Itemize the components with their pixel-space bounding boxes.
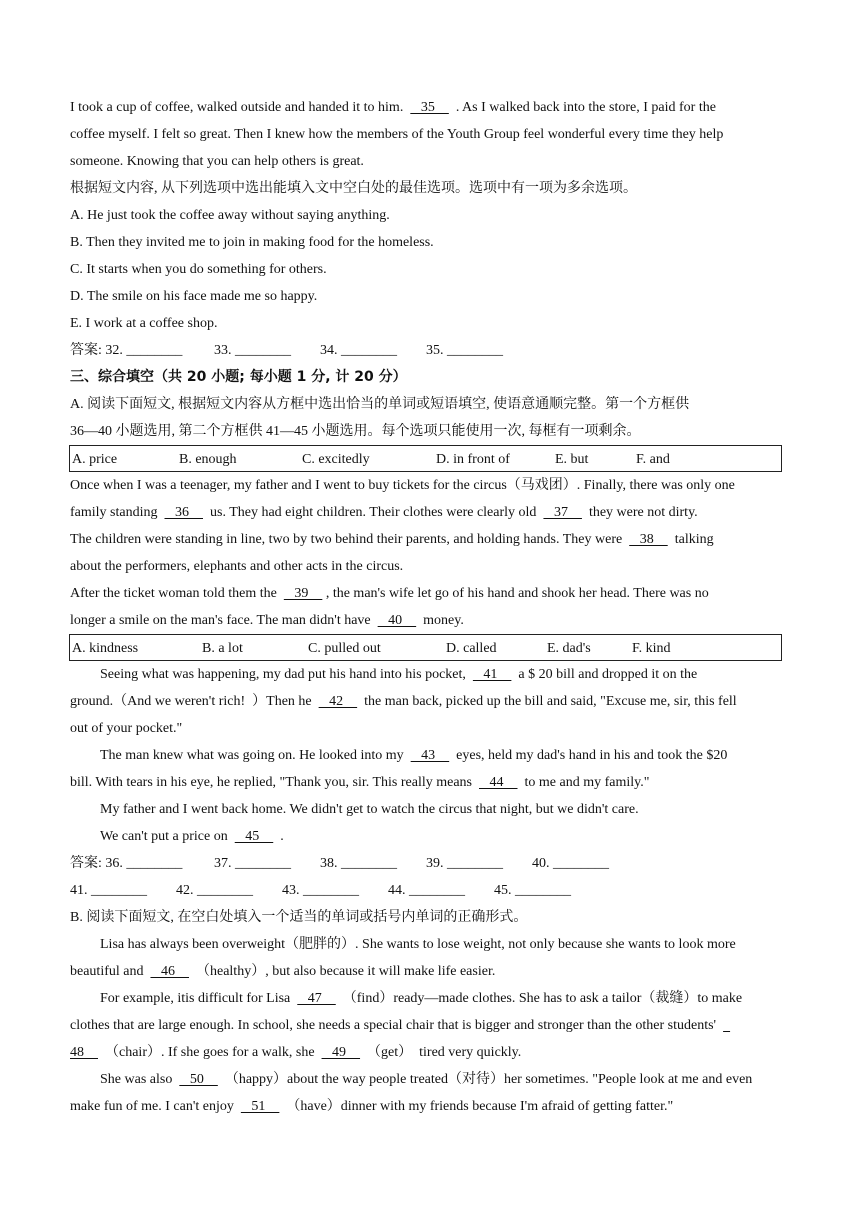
line-text: My father and I went back home. We didn't get to watch the circus that night, but we didn't care.	[100, 802, 639, 817]
blank-42: 42	[318, 694, 358, 709]
line-text: out of your pocket."	[70, 721, 183, 736]
line-text: Seeing what was happening, my dad put his hand into his pocket,	[100, 667, 473, 682]
option-d: D. The smile on his face made me so happy.	[70, 289, 318, 304]
box1-option-f: F. and	[636, 452, 670, 467]
part-b-instruction: B. 阅读下面短文, 在空白处填入一个适当的单词或括号内单词的正确形式。	[70, 910, 528, 925]
box1-option-d: D. in front of	[436, 452, 510, 467]
line-text: clothes that are large enough. In school, she needs a special chair that is bigger and stronger than the other students'	[70, 1018, 724, 1033]
story-line	[70, 499, 792, 526]
blank-48-start	[723, 1018, 730, 1033]
story-line	[70, 769, 792, 796]
answer-35[interactable]: 35. ________	[426, 343, 503, 358]
story-line	[70, 580, 792, 607]
exam-page	[70, 94, 792, 1120]
option-e: E. I work at a coffee shop.	[70, 316, 218, 331]
story-paragraph-2	[70, 661, 792, 850]
part-a-instruction-line-1: A. 阅读下面短文, 根据短文内容从方框中选出恰当的单词或短语填空, 使语意通顺完整。第一个方框供	[70, 397, 690, 412]
text-line: coffee myself. I felt so great. Then I knew how the members of the Youth Group feel wonderful every time they help	[70, 127, 724, 142]
story-paragraph-3	[70, 931, 792, 1120]
answer-39[interactable]: 39. ________	[426, 856, 503, 871]
line-text: longer a smile on the man's face. The man didn't have	[70, 613, 378, 628]
story-line	[70, 1066, 792, 1093]
story-paragraph-1	[70, 472, 792, 634]
line-text: family standing	[70, 505, 165, 520]
blank-36: 36	[164, 505, 203, 520]
line-text: talking	[667, 532, 714, 547]
line-text: a $ 20 bill and dropped it on the	[511, 667, 698, 682]
section-title: 三、综合填空（共 20 小题; 每小题 1 分, 计 20 分）	[70, 369, 407, 385]
line-text: For example, itis difficult for Lisa	[100, 991, 298, 1006]
line-text: I took a cup of coffee, walked outside and handed it to him.	[70, 100, 411, 115]
blank-50: 50	[179, 1072, 218, 1087]
box1-option-b: B. enough	[179, 452, 237, 467]
answer-44[interactable]: 44. ________	[388, 883, 465, 898]
story-line	[70, 931, 792, 958]
line-text: （healthy）, but also because it will make life easier.	[188, 964, 496, 979]
text-line	[70, 94, 792, 121]
part-a-instruction-line-2: 36—40 小题选用, 第二个方框供 41—45 小题选用。每个选项只能使用一次, 每框有一项剩余。	[70, 424, 641, 439]
blank-40: 40	[377, 613, 417, 628]
story-line	[70, 472, 792, 499]
word-box-2	[69, 634, 782, 661]
story-line	[70, 661, 792, 688]
answer-32[interactable]: 答案: 32. ________	[70, 343, 183, 358]
answer-40[interactable]: 40. ________	[532, 856, 609, 871]
story-line	[70, 796, 792, 823]
line-text: us. They had eight children. Their clothes were clearly old	[203, 505, 544, 520]
blank-43: 43	[410, 748, 450, 763]
story-line	[70, 823, 792, 850]
word-box-1	[69, 445, 782, 472]
line-text: Lisa has always been overweight（肥胖的）. She wants to lose weight, not only because she wants to look more	[100, 937, 736, 952]
answer-37[interactable]: 37. ________	[214, 856, 291, 871]
blank-47: 47	[297, 991, 336, 1006]
line-text: bill. With tears in his eye, he replied, "Thank you, sir. This really means	[70, 775, 479, 790]
line-text: （have）dinner with my friends because I'm afraid of getting fatter."	[279, 1099, 674, 1114]
answer-row-32-35	[70, 337, 792, 364]
box2-option-a: A. kindness	[72, 641, 139, 656]
blank-49: 49	[321, 1045, 361, 1060]
story-line	[70, 1093, 792, 1120]
passage-a-continuation	[70, 94, 792, 175]
line-text: （happy）about the way people treated（对待）her sometimes. "People look at me and even	[217, 1072, 753, 1087]
answer-38[interactable]: 38. ________	[320, 856, 397, 871]
answer-43[interactable]: 43. ________	[282, 883, 359, 898]
blank-37: 37	[543, 505, 582, 520]
line-text: eyes, held my dad's hand in his and took the $20	[449, 748, 728, 763]
blank-35: 35	[410, 100, 449, 115]
answer-45[interactable]: 45. ________	[494, 883, 571, 898]
story-line	[70, 958, 792, 985]
box1-option-c: C. excitedly	[302, 452, 370, 467]
line-text: （chair）. If she goes for a walk, she	[98, 1045, 322, 1060]
line-text: to me and my family."	[517, 775, 650, 790]
line-text: . As I walked back into the store, I paid for the	[448, 100, 716, 115]
blank-51: 51	[240, 1099, 280, 1114]
answer-row-41-45	[70, 877, 792, 904]
line-text: the man back, picked up the bill and said, "Excuse me, sir, this fell	[357, 694, 737, 709]
answer-row-36-40	[70, 850, 792, 877]
option-a: A. He just took the coffee away without saying anything.	[70, 208, 390, 223]
line-text: The man knew what was going on. He looked into my	[100, 748, 411, 763]
line-text: ground.（And we weren't rich! ）Then he	[70, 694, 319, 709]
blank-41: 41	[472, 667, 512, 682]
line-text: We can't put a price on	[100, 829, 235, 844]
line-text: money.	[416, 613, 464, 628]
story-line	[70, 1012, 792, 1039]
box2-option-d: D. called	[446, 641, 497, 656]
story-line	[70, 1039, 792, 1066]
line-text: （find）ready—made clothes. She has to ask a tailor（裁缝）to make	[335, 991, 743, 1006]
box2-option-f: F. kind	[632, 641, 671, 656]
line-text: they were not dirty.	[581, 505, 698, 520]
instruction-select-options: 根据短文内容, 从下列选项中选出能填入文中空白处的最佳选项。选项中有一项为多余选项。	[70, 181, 637, 196]
line-text: Once when I was a teenager, my father and I went to buy tickets for the circus（马戏团）. Finally, there was only one	[70, 478, 735, 493]
answer-41[interactable]: 41. ________	[70, 883, 147, 898]
answer-42[interactable]: 42. ________	[176, 883, 253, 898]
line-text: .	[273, 829, 284, 844]
line-text: After the ticket woman told them the	[70, 586, 284, 601]
story-line	[70, 985, 792, 1012]
blank-48: 48	[70, 1045, 98, 1060]
line-text: make fun of me. I can't enjoy	[70, 1099, 241, 1114]
story-line	[70, 715, 792, 742]
box2-option-c: C. pulled out	[308, 641, 381, 656]
line-text: （get） tired very quickly.	[360, 1045, 522, 1060]
answer-34[interactable]: 34. ________	[320, 343, 397, 358]
box1-option-a: A. price	[72, 452, 118, 467]
line-text: , the man's wife let go of his hand and shook her head. There was no	[322, 586, 709, 601]
option-b: B. Then they invited me to join in making food for the homeless.	[70, 235, 434, 250]
box2-option-b: B. a lot	[202, 641, 243, 656]
text-line: someone. Knowing that you can help others is great.	[70, 154, 364, 169]
option-list	[70, 202, 792, 337]
story-line	[70, 688, 792, 715]
answer-36[interactable]: 答案: 36. ________	[70, 856, 183, 871]
option-c: C. It starts when you do something for others.	[70, 262, 327, 277]
line-text: beautiful and	[70, 964, 151, 979]
box2-option-e: E. dad's	[547, 641, 591, 656]
story-line	[70, 553, 792, 580]
line-text: The children were standing in line, two by two behind their parents, and holding hands. They were	[70, 532, 630, 547]
box1-option-e: E. but	[555, 452, 589, 467]
blank-44: 44	[479, 775, 518, 790]
story-line	[70, 526, 792, 553]
blank-45: 45	[234, 829, 274, 844]
answer-33[interactable]: 33. ________	[214, 343, 291, 358]
blank-46: 46	[150, 964, 189, 979]
blank-39: 39	[283, 586, 323, 601]
blank-38: 38	[629, 532, 668, 547]
line-text: about the performers, elephants and other acts in the circus.	[70, 559, 404, 574]
line-text: She was also	[100, 1072, 180, 1087]
story-line	[70, 742, 792, 769]
story-line	[70, 607, 792, 634]
